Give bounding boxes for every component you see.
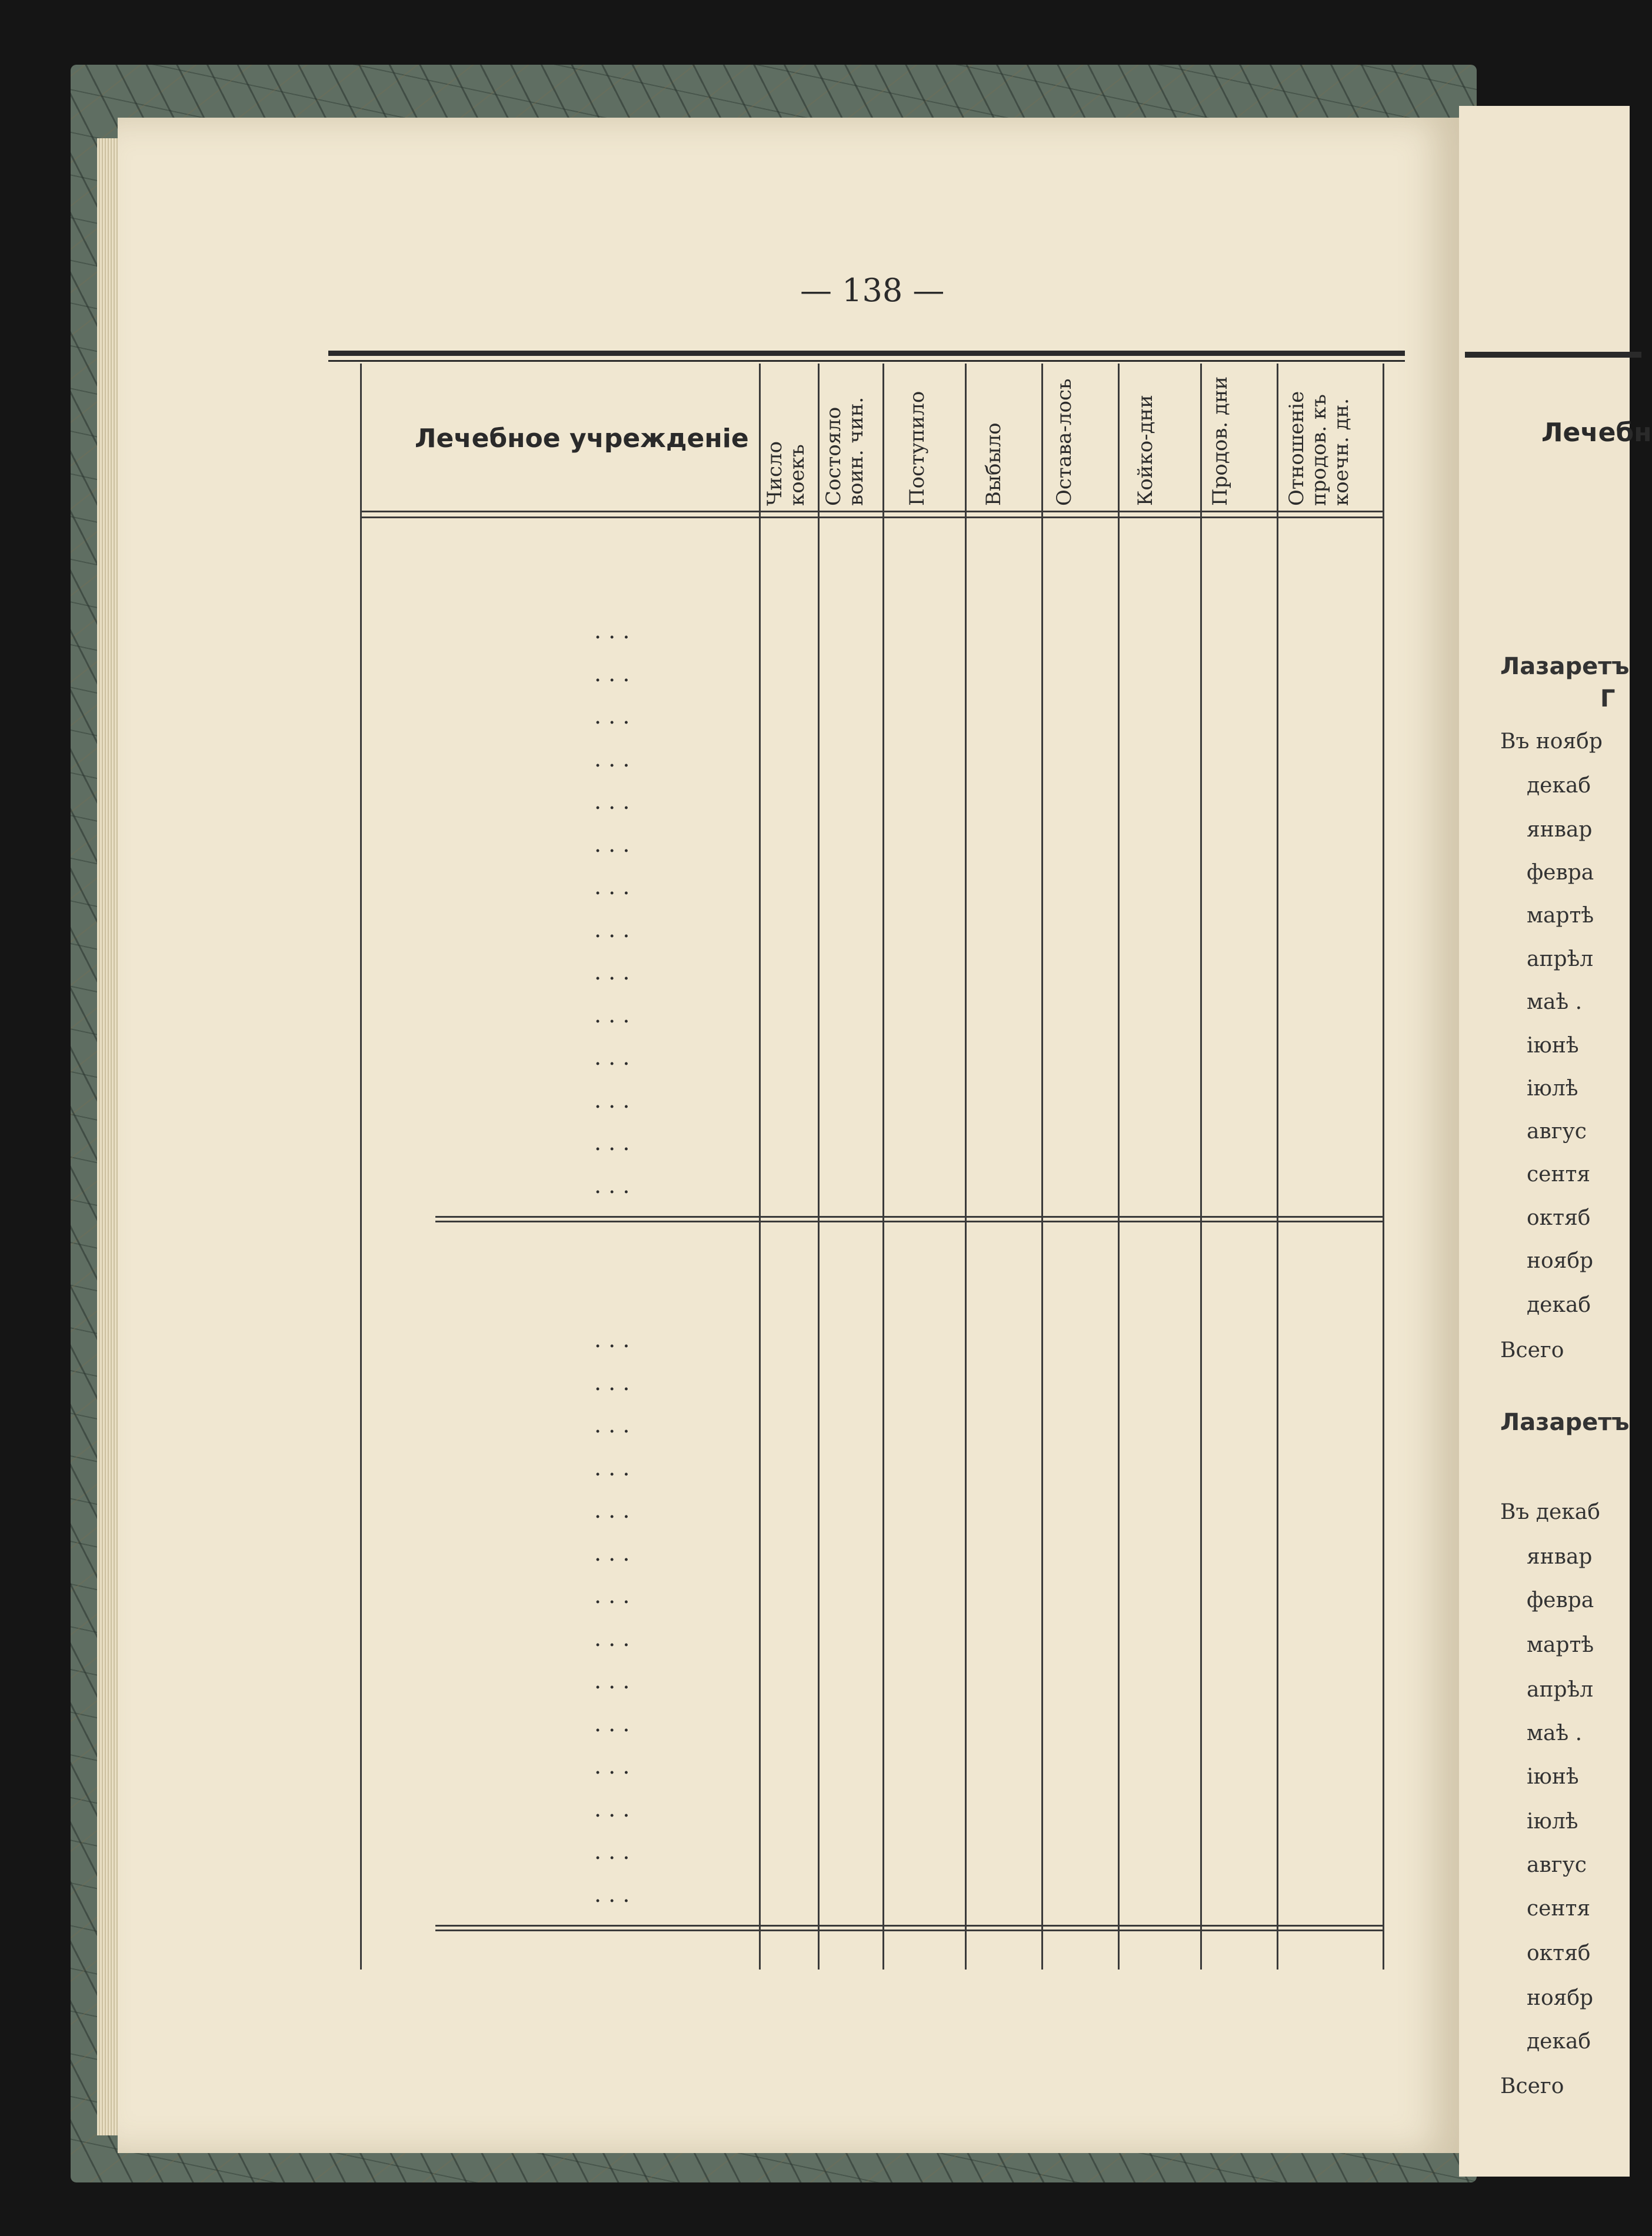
facing-page-line: iюнѣ (1527, 1765, 1579, 1789)
section-rule-thin (435, 1221, 1383, 1222)
leader-dots: . . . (594, 1369, 630, 1395)
table-top-rule-thin (328, 360, 1405, 362)
leader-dots: . . . (594, 1454, 630, 1481)
column-divider (1383, 364, 1384, 1970)
facing-page (1459, 106, 1652, 2177)
facing-page-line: авгус (1527, 1119, 1587, 1144)
facing-page-line: сентя (1527, 1897, 1591, 1921)
leader-dots: . . . (594, 1668, 630, 1694)
leader-dots: . . . (594, 1129, 630, 1155)
facing-page-line: мартѣ (1527, 1633, 1594, 1657)
column-divider (965, 364, 967, 1970)
column-divider (759, 364, 761, 1970)
leader-dots: . . . (594, 831, 630, 857)
facing-page-line: Въ ноябр (1500, 729, 1603, 754)
column-header: Поступило (905, 391, 929, 506)
facing-page-line: Всего (1500, 2074, 1564, 2098)
section-rule (435, 1925, 1383, 1927)
facing-page-line: декаб (1527, 2030, 1591, 2054)
facing-page-line: iюлѣ (1527, 1077, 1578, 1101)
leader-dots: . . . (594, 1172, 630, 1198)
column-divider (1277, 364, 1278, 1970)
column-header: Число коекъ (763, 441, 809, 506)
table-left-border (360, 364, 362, 1970)
column-header: Остава-лось (1053, 378, 1076, 506)
facing-page-line: апрѣл (1527, 1678, 1594, 1702)
leader-dots: . . . (594, 916, 630, 942)
facing-page-line: Всего (1500, 1338, 1564, 1362)
leader-dots: . . . (594, 1001, 630, 1028)
facing-page-line: декаб (1527, 774, 1591, 798)
facing-page-line: сентя (1527, 1162, 1591, 1187)
leader-dots: . . . (594, 1881, 630, 1907)
column-divider (882, 364, 884, 1970)
leader-dots: . . . (594, 788, 630, 814)
header-bottom-rule-thin (360, 516, 1384, 518)
page-number: — 138 — (800, 272, 945, 309)
facing-page-line: ноябр (1527, 1986, 1594, 2010)
facing-page-line: авгус (1527, 1853, 1587, 1877)
leader-dots: . . . (594, 1795, 630, 1822)
leader-dots: . . . (594, 1838, 630, 1864)
leader-dots: . . . (594, 1412, 630, 1438)
column-header: Выбыло (982, 422, 1005, 506)
facing-page-line: Г (1600, 685, 1616, 712)
facing-page-line: декаб (1527, 1293, 1591, 1317)
column-divider (1041, 364, 1043, 1970)
leader-dots: . . . (594, 1582, 630, 1608)
leader-dots: . . . (594, 874, 630, 899)
facing-page-line: ноябр (1527, 1249, 1594, 1273)
institution-header: Лечебное учрежденie (415, 424, 749, 454)
leader-dots: . . . (594, 1087, 630, 1113)
facing-page-line: февра (1527, 1588, 1594, 1612)
facing-page-line: маѣ . (1527, 1721, 1583, 1745)
section-rule-thin (435, 1930, 1383, 1931)
facing-page-line: октяб (1527, 1941, 1591, 1965)
facing-page-line: маѣ . (1527, 990, 1583, 1014)
leader-dots: . . . (594, 1327, 630, 1352)
facing-page-line: Лазаретъ (1500, 1409, 1630, 1436)
facing-page-line: октяб (1527, 1206, 1591, 1230)
leader-dots: . . . (594, 618, 630, 644)
leader-dots: . . . (594, 1497, 630, 1523)
leader-dots: . . . (594, 1044, 630, 1070)
facing-page-line: Лазаретъ (1500, 653, 1630, 680)
leader-dots: . . . (594, 1710, 630, 1737)
header-bottom-rule (360, 511, 1384, 512)
facing-page-rule (1465, 352, 1641, 358)
table-top-rule (328, 351, 1405, 356)
facing-page-line: январ (1527, 1545, 1593, 1569)
leader-dots: . . . (594, 1625, 630, 1651)
facing-page-line: iюнѣ (1527, 1034, 1579, 1058)
section-rule (435, 1216, 1383, 1218)
leader-dots: . . . (594, 1539, 630, 1566)
leader-dots: . . . (594, 660, 630, 687)
facing-page-line: апрѣл (1527, 947, 1594, 971)
column-header: Койко-дни (1134, 395, 1157, 506)
leader-dots: . . . (594, 1753, 630, 1779)
facing-page-line: февра (1527, 861, 1594, 885)
facing-page-line: мартѣ (1527, 904, 1594, 928)
facing-page-line: Въ декаб (1500, 1500, 1600, 1524)
facing-page-line: январ (1527, 818, 1593, 842)
leader-dots: . . . (594, 959, 630, 985)
column-divider (818, 364, 820, 1970)
column-divider (1200, 364, 1202, 1970)
leader-dots: . . . (594, 703, 630, 729)
column-header: Продов. дни (1208, 376, 1232, 506)
facing-page-line: iюлѣ (1527, 1810, 1578, 1834)
leader-dots: . . . (594, 745, 630, 772)
facing-page-header: Лечебн (1541, 418, 1652, 448)
column-header: Отношенiе продов. къ коечн. дн. (1285, 391, 1353, 506)
column-header: Состояло воин. чин. (822, 396, 868, 506)
column-divider (1118, 364, 1120, 1970)
